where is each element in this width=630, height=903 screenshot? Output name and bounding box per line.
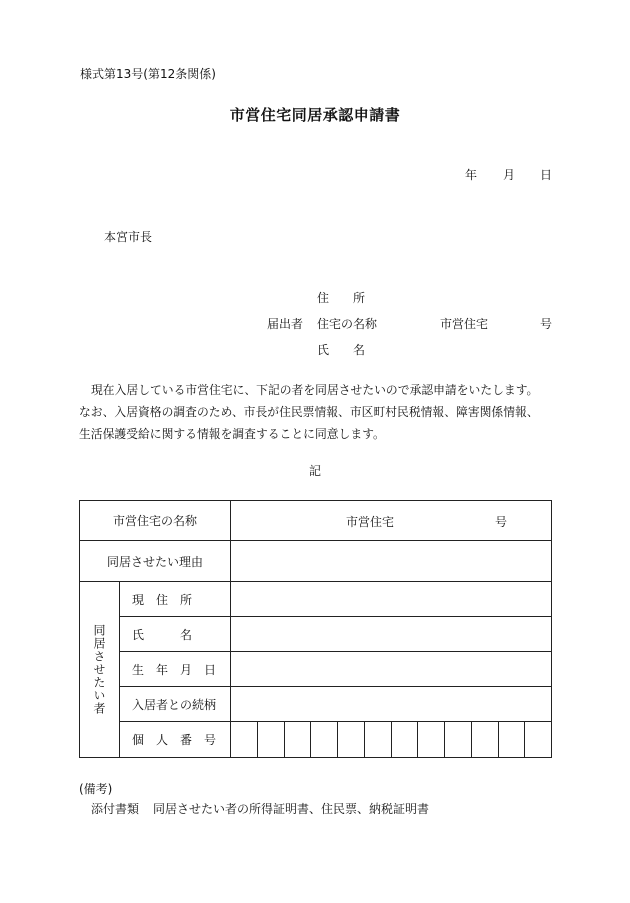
name-field[interactable] bbox=[231, 617, 552, 652]
id-number-field bbox=[231, 722, 552, 758]
table-row bbox=[80, 501, 552, 541]
id-digit-box[interactable] bbox=[391, 722, 418, 757]
reason-field[interactable] bbox=[231, 541, 552, 582]
attachments-label: 添付書類 bbox=[91, 802, 140, 816]
id-digit-box[interactable] bbox=[257, 722, 284, 757]
ki-label: 記 bbox=[309, 464, 322, 478]
applicant-housing-value: 市営住宅 bbox=[440, 317, 489, 331]
applicant-address-label: 住 所 bbox=[317, 291, 366, 305]
id-digit-box[interactable] bbox=[471, 722, 498, 757]
applicant-housing-label: 住宅の名称 bbox=[317, 317, 378, 331]
applicant-name-label: 氏 名 bbox=[317, 343, 366, 357]
addressee: 本宮市長 bbox=[104, 230, 153, 244]
id-digit-box[interactable] bbox=[444, 722, 471, 757]
table-row bbox=[80, 687, 552, 722]
reason-label: 同居させたい理由 bbox=[80, 541, 231, 582]
id-number-label: 個 人 番 号 bbox=[120, 722, 231, 758]
id-digit-box[interactable] bbox=[284, 722, 311, 757]
id-digit-box[interactable] bbox=[364, 722, 391, 757]
form-number: 様式第13号(第12条関係) bbox=[80, 67, 216, 81]
table-row bbox=[80, 541, 552, 582]
current-address-field[interactable] bbox=[231, 582, 552, 617]
cohabitant-group-label: 同居させたい者 bbox=[92, 624, 106, 715]
relation-field[interactable] bbox=[231, 687, 552, 722]
attachments-value: 同居させたい者の所得証明書、住民票、納税証明書 bbox=[153, 802, 430, 816]
body-line-3: 生活保護受給に関する情報を調査することに同意します。 bbox=[79, 427, 385, 441]
body-line-1: 現在入居している市営住宅に、下記の者を同居させたいので承認申請をいたします。 bbox=[91, 383, 539, 397]
housing-name-label: 市営住宅の名称 bbox=[80, 501, 231, 541]
cohabitant-group-cell bbox=[80, 582, 120, 758]
name-label: 氏 名 bbox=[120, 617, 231, 652]
table-row bbox=[80, 617, 552, 652]
id-digit-box[interactable] bbox=[310, 722, 337, 757]
body-line-2: なお、入居資格の調査のため、市長が住民票情報、市区町村民税情報、障害関係情報、 bbox=[79, 405, 539, 419]
date-year: 年 bbox=[465, 168, 478, 182]
date-day: 日 bbox=[540, 168, 553, 182]
document-title: 市営住宅同居承認申請書 bbox=[229, 106, 401, 124]
birthdate-label: 生 年 月 日 bbox=[120, 652, 231, 687]
id-digit-box[interactable] bbox=[231, 722, 257, 757]
id-digit-box[interactable] bbox=[498, 722, 525, 757]
applicant-housing-suffix: 号 bbox=[540, 317, 553, 331]
date-month: 月 bbox=[503, 168, 516, 182]
application-table bbox=[79, 500, 552, 758]
id-digit-box[interactable] bbox=[337, 722, 364, 757]
housing-name-field[interactable] bbox=[231, 501, 552, 541]
applicant-group-label: 届出者 bbox=[267, 317, 304, 331]
id-digit-box[interactable] bbox=[417, 722, 444, 757]
relation-label: 入居者との続柄 bbox=[120, 687, 231, 722]
notes-heading: (備考) bbox=[79, 782, 113, 796]
housing-name-suffix: 号 bbox=[495, 515, 508, 529]
table-row bbox=[80, 722, 552, 758]
id-digit-box[interactable] bbox=[524, 722, 551, 757]
table-row bbox=[80, 582, 552, 617]
housing-name-value: 市営住宅 bbox=[346, 515, 395, 529]
table-row bbox=[80, 652, 552, 687]
birthdate-field[interactable] bbox=[231, 652, 552, 687]
current-address-label: 現 住 所 bbox=[120, 582, 231, 617]
